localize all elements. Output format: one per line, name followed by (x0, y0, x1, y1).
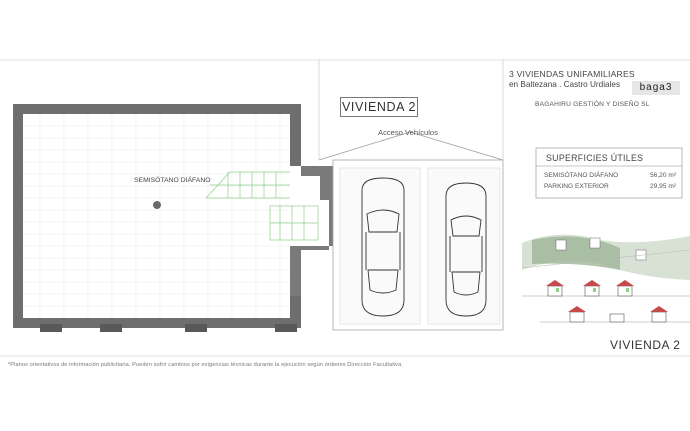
vivienda-label: VIVIENDA 2 (610, 338, 681, 352)
basement-room (13, 104, 301, 332)
elevation-thumbnails (522, 280, 690, 322)
drain-icon (153, 201, 161, 209)
disclaimer-note: *Planos orientativos de información publicitaria. Pueden sufrir cambios por exigencias técnicas durante la ejecución según órdenes Dirección Facultativa. (8, 362, 403, 368)
surface-row-label: PARKING EXTERIOR (544, 183, 609, 190)
surface-row-label: SEMISÓTANO DIÁFANO (544, 172, 619, 179)
site-plan-thumbnail (522, 235, 690, 280)
surface-row-value: 29,95 m² (650, 183, 677, 190)
surfaces-heading: SUPERFICIES ÚTILES (546, 153, 644, 163)
company-logo: baga3 (632, 81, 680, 95)
page-title: VIVIENDA 2 (340, 97, 418, 117)
project-title: 3 VIVIENDAS UNIFAMILIARES (509, 69, 635, 79)
surface-row-value: 56,20 m² (650, 172, 677, 179)
project-location: en Baltezana . Castro Urdiales (509, 80, 621, 89)
access-label: Acceso Vehículos (378, 128, 438, 137)
parking-area (319, 132, 503, 330)
room-label: SEMISÓTANO DIÁFANO (134, 177, 211, 184)
company-name: BAGAHIRU GESTIÓN Y DISEÑO SL (535, 101, 650, 108)
